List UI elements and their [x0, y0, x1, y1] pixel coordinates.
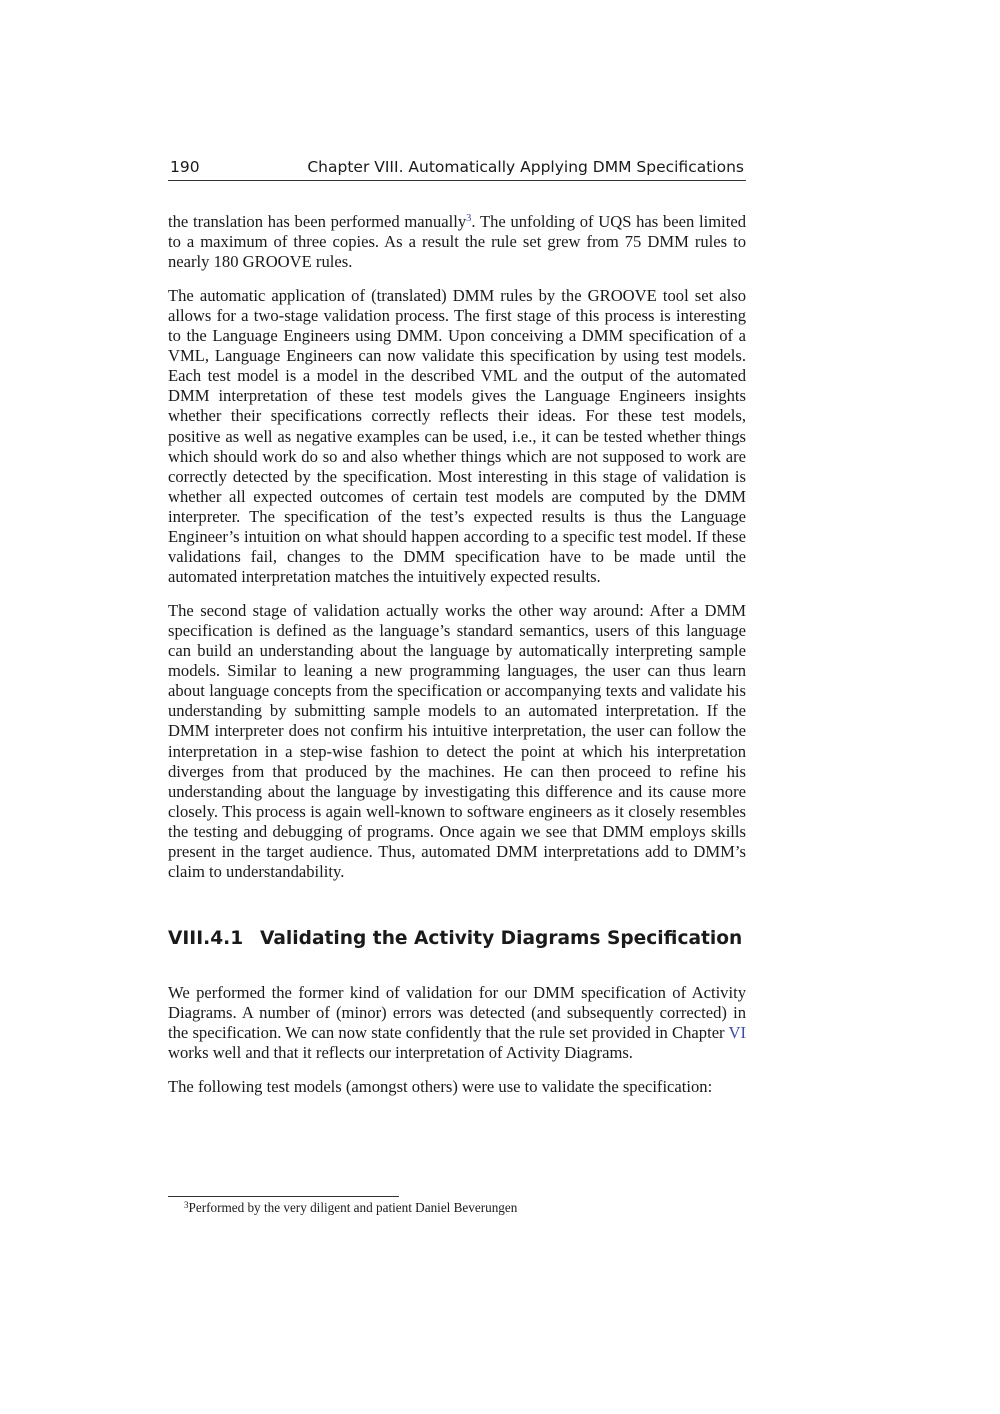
running-header: [168, 156, 746, 181]
section-paragraph-1-text-b: works well and that it reflects our interpretation of Activity Diagrams.: [168, 1043, 633, 1063]
chapter-title: Chapter VIII. Automatically Applying DMM Specifications: [307, 158, 744, 176]
paragraph-3: The second stage of validation actually works the other way around: After a DMM specification is defined as the language’s standard semantics, users of this language can build an understanding about the language by automatically interpreting sample models. Similar to leaning a new programming languages, the user can thus learn about language concepts from the specification or accompanying texts and validate his understanding by submitting sample models to an automated interpretation. If the DMM interpreter does not confirm his intuitive interpretation, the user can follow the interpretation in a step-wise fashion to detect the point at which his interpretation diverges from that produced by the machines. He can then proceed to refine his understanding about the language by investigating this difference and its cause more closely. This process is again well-known to software engineers as it closely resembles the testing and debugging of programs. Once again we see that DMM employs skills present in the target audience. Thus, automated DMM interpretations add to DMM’s claim to understandability.: [168, 600, 746, 882]
footnote-divider: [168, 1196, 399, 1197]
paragraph-1-text-b: . The unfolding of UQS has been limited to a maximum of three copies. As a result the rule set grew from 75 DMM rules to nearly 180 GROOVE rules.: [168, 212, 747, 272]
section-paragraph-1: [168, 983, 746, 1063]
section-paragraph-2: The following test models (amongst others) were use to validate the specification:: [168, 1077, 713, 1097]
page-number: 190: [170, 158, 200, 176]
footnote-3-reference[interactable]: 3: [466, 213, 472, 224]
footnote-text: Performed by the very diligent and patient Daniel Beverungen: [188, 1200, 518, 1215]
section-paragraph-1-text-a: We performed the former kind of validation for our DMM specification of Activity Diagrams. A number of (minor) errors was detected (and subsequently corrected) in the specification. We can now state confidently that the rule set provided in Chapter: [168, 983, 746, 1043]
footnote: [184, 1200, 517, 1216]
paragraph-1: [168, 212, 746, 272]
body-text: [168, 212, 746, 1111]
section-title: Validating the Activity Diagrams Specification: [260, 928, 743, 950]
footnote-mark: 3: [184, 1200, 189, 1210]
paragraph-1-text-a: the translation has been performed manually: [168, 212, 467, 231]
paragraph-2: The automatic application of (translated) DMM rules by the GROOVE tool set also allows for a two-stage validation process. The first stage of this process is interesting to the Language Engineers using DMM. Upon conceiving a DMM specification of a VML, Language Engineers can now validate this specification by using test models. Each test model is a model in the described VML and the output of the automated DMM interpretation of these test models gives the Language Engineers insights whether their specifications correctly reflects their ideas. For these test models, positive as well as negative examples can be used, i.e., it can be tested whether things which should work do so and also whether things which are not supposed to work are correctly detected by the specification. Most interesting in this stage of validation is whether all expected outcomes of certain test models are computed by the DMM interpreter. The specification of the test’s expected results is thus the Language Engineer’s intuition on what should happen according to a specific test model. If these validations fail, changes to the DMM specification have to be made until the automated interpretation matches the intuitively expected results.: [168, 285, 746, 587]
chapter-vi-link[interactable]: VI: [728, 1023, 746, 1043]
section-number: VIII.4.1: [168, 928, 244, 950]
section-heading: [168, 927, 746, 951]
